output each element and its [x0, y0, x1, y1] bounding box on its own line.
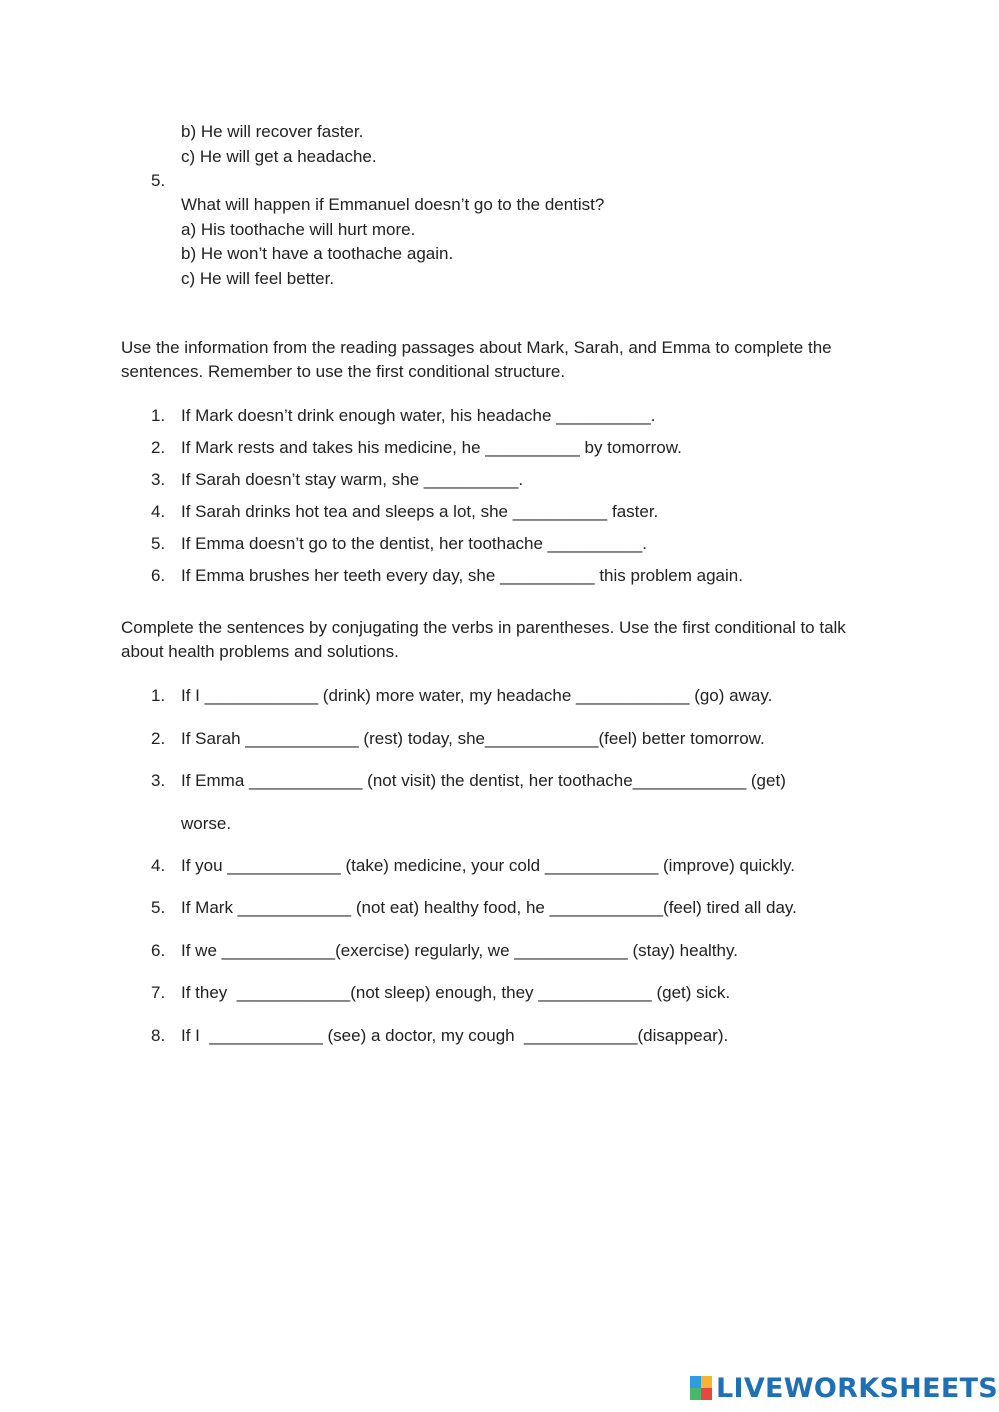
fill-blank-sentence[interactable]: If I ____________ (see) a doctor, my cough ____________(disappear). [181, 1026, 729, 1045]
list-item-number: 8. [151, 1026, 166, 1045]
liveworksheets-logo [690, 1372, 998, 1404]
fill-blank-sentence[interactable]: If you ____________ (take) medicine, your cold ____________ (improve) quickly. [181, 856, 795, 875]
fill-blank-sentence[interactable]: If Sarah drinks hot tea and sleeps a lot, she __________ faster. [181, 502, 659, 521]
fill-blank-sentence[interactable]: If Emma ____________ (not visit) the dentist, her toothache____________ (get) [181, 771, 786, 790]
option-b: b) He will recover faster. [181, 122, 364, 141]
list-item-number: 4. [151, 502, 166, 521]
fill-blank-sentence[interactable]: If Mark rests and takes his medicine, he __________ by tomorrow. [181, 438, 682, 457]
fill-blank-sentence[interactable]: If Mark ____________ (not eat) healthy food, he ____________(feel) tired all day. [181, 898, 797, 917]
list-item-number: 3. [151, 470, 166, 489]
answer-option: c) He will feel better. [181, 269, 335, 288]
fill-blank-sentence[interactable]: If Emma brushes her teeth every day, she __________ this problem again. [181, 566, 743, 585]
list-item-number: 5. [151, 898, 166, 917]
list-item-number: 3. [151, 771, 166, 790]
fill-blank-sentence[interactable]: If Emma doesn’t go to the dentist, her toothache __________. [181, 534, 647, 553]
logo-grid-icon [690, 1376, 712, 1400]
list-item-number: 1. [151, 686, 166, 705]
list-item-number: 2. [151, 438, 166, 457]
list-item-number: 6. [151, 941, 166, 960]
list-item-number: 1. [151, 406, 166, 425]
sentence-continuation: worse. [181, 814, 232, 833]
section2-instructions: Complete the sentences by conjugating the verbs in parentheses. Use the first conditional to talk about health problems and solutions. [121, 618, 846, 661]
answer-option: a) His toothache will hurt more. [181, 220, 416, 239]
answer-option: b) He won’t have a toothache again. [181, 244, 454, 263]
list-item-number: 5. [151, 534, 166, 553]
fill-blank-sentence[interactable]: If Mark doesn’t drink enough water, his headache __________. [181, 406, 656, 425]
list-item-number: 2. [151, 729, 166, 748]
list-item-number: 6. [151, 566, 166, 585]
list-item-number: 4. [151, 856, 166, 875]
list-item-number: 7. [151, 983, 166, 1002]
section1-instructions: Use the information from the reading passages about Mark, Sarah, and Emma to complete the sentences. Remember to use the first conditional structure. [121, 338, 832, 381]
logo-text: LIVEWORKSHEETS [716, 1372, 999, 1404]
fill-blank-sentence[interactable]: If we ____________(exercise) regularly, we ____________ (stay) healthy. [181, 941, 738, 960]
fill-blank-sentence[interactable]: If Sarah ____________ (rest) today, she____________(feel) better tomorrow. [181, 729, 765, 748]
fill-blank-sentence[interactable]: If they ____________(not sleep) enough, they ____________ (get) sick. [181, 983, 731, 1002]
fill-blank-sentence[interactable]: If Sarah doesn’t stay warm, she __________. [181, 470, 524, 489]
question-text: What will happen if Emmanuel doesn’t go to the dentist? [181, 195, 605, 214]
question-number: 5. [151, 171, 166, 190]
fill-blank-sentence[interactable]: If I ____________ (drink) more water, my headache ____________ (go) away. [181, 686, 773, 705]
option-c: c) He will get a headache. [181, 147, 377, 166]
